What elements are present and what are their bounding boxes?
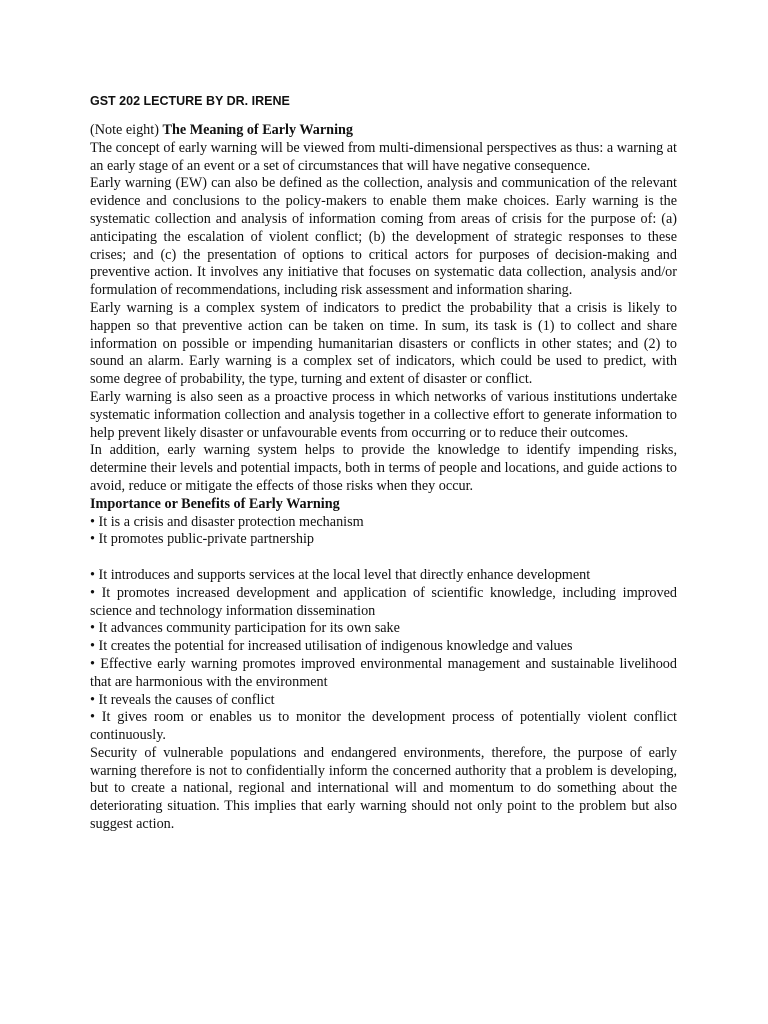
paragraph: In addition, early warning system helps to provide the knowledge to identify impending risks, determine their levels and potential impacts, both in terms of people and locations, and guide actions to avoid, reduce or mitigate the effects of those risks when they occur. [90,442,677,494]
bullet-item: • It introduces and supports services at the local level that directly enhance development [90,566,591,583]
paragraph: Early warning is a complex system of indicators to predict the probability that a crisis is likely to happen so that preventive action can be taken on time. In sum, its task is (1) to collect and share information on possible or impending humanitarian disasters or conflicts in other states; and (2) to sound an alarm. Early warning is a complex set of indicators, which could be used to predict, with some degree of probability, the type, turning and extent of disaster or conflict. [90,299,677,388]
document-body [90,122,677,834]
paragraph: Early warning (EW) can also be defined as the collection, analysis and communication of the relevant evidence and conclusions to the policy-makers to enable them make choices. Early warning is the systematic collection and analysis of information coming from areas of crisis for the purpose of: (a) anticipating the escalation of violent conflict; (b) the development of strategic responses to these crises; and (c) the presentation of options to critical actors for purposes of decision-making and preventive action. It involves any initiative that focuses on systematic data collection, analysis and/or formulation of recommendations, including risk assessment and information sharing. [90,175,677,299]
blank-line [90,549,677,567]
document-header: GST 202 LECTURE BY DR. IRENE [90,94,290,108]
paragraph: The concept of early warning will be viewed from multi-dimensional perspectives as thus: a warning at an early stage of an event or a set of circumstances that will have negative consequence. [90,139,677,174]
bullet-item: • It reveals the causes of conflict [90,691,275,708]
bullet-item: • Effective early warning promotes improved environmental management and sustainable livelihood that are harmonious with the environment [90,655,677,690]
section-title: The Meaning of Early Warning [162,122,353,138]
bullet-item: • It gives room or enables us to monitor the development process of potentially violent conflict continuously. [90,709,677,744]
bullet-item: • It promotes increased development and application of scientific knowledge, including improved science and technology information dissemination [90,584,677,619]
title-line [90,122,677,140]
bullet-item: • It is a crisis and disaster protection mechanism [90,513,364,530]
benefits-subheading: Importance or Benefits of Early Warning [90,495,340,512]
bullet-item: • It advances community participation for its own sake [90,620,400,637]
document-page [90,92,677,834]
closing-paragraph: Security of vulnerable populations and endangered environments, therefore, the purpose of early warning therefore is not to confidentially inform the concerned authority that a problem is developing, but to create a national, regional and international will and momentum to do something about the deteriorating situation. This implies that early warning should not only point to the problem but also suggest action. [90,744,677,833]
paragraph: Early warning is also seen as a proactive process in which networks of various institutions undertake systematic information collection and analysis together in a collective effort to generate information to help prevent likely disaster or unfavourable events from occurring or to reduce their outcomes. [90,388,677,441]
bullet-item: • It promotes public-private partnership [90,531,315,548]
note-label: (Note eight) [90,122,159,138]
bullet-item: • It creates the potential for increased utilisation of indigenous knowledge and values [90,638,573,655]
